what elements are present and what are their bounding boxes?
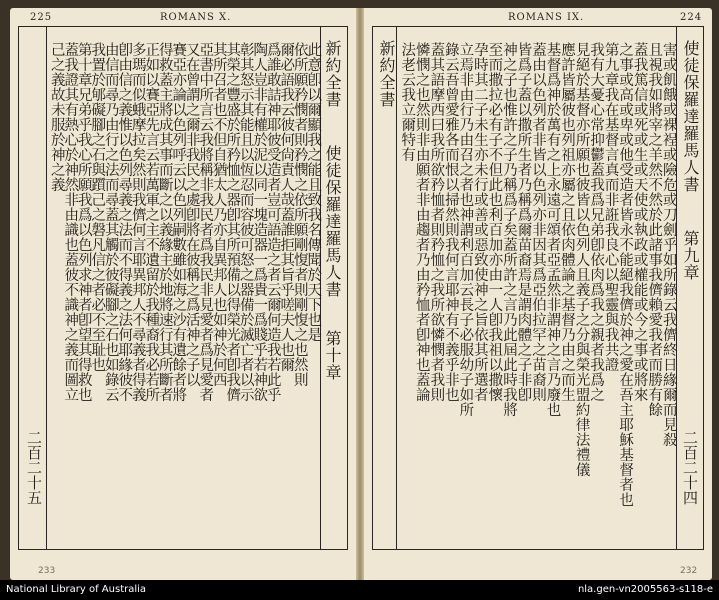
left-text-column: 其所召者也不但自猶太人乃亦自異邦人也如神於何西 [210, 42, 227, 387]
left-text-column: 陶人豈非有權於泥以同一塊造器一爲貴一爲賤乎若神欲 [251, 42, 268, 402]
left-text-column: 我置於郇礙腳之石與躓己之磐凡信之者必不至耻也 [89, 42, 106, 372]
right-text-column: 蓋其語摩西曰我所欲矜恤者則矜恤之我所欲憐憫者我則 [428, 42, 445, 402]
right-text-column: 憐憫之也然則非由願者非由趨者乃由矜恤者卽神也蓋論 [413, 42, 430, 402]
right-text-column: 皆爲子蓋以撒所生者乃稱爲爾苗裔焉是謂肉體之子非卽 [515, 42, 532, 402]
right-book-title: 新約全書 [377, 40, 396, 108]
right-text-column: 見絕於基督亦所願也彼皆以色列人且義子之分與榮光盟約律法禮儀 [573, 42, 590, 477]
left-text-column: 正如以賽亞先言云若萬軍之主不遺留於我種裔我必若所 [143, 42, 160, 402]
left-page-number: 225 [30, 12, 53, 23]
left-text-column: 賽亞亦論以色列呼云以色列嗣數雖如海之沙有遺餘者將 [170, 42, 187, 402]
left-text-column: 其榮之豐盛於所矜恤之器卽其所預備以得榮光者卽我儕 [224, 42, 241, 402]
left-text-column: 第十章兄弟乎我心所願我爲以色列求神者卽望其得救也 [75, 42, 92, 402]
left-text-column: 爾必語我云彼何尙責人哉蓋誰拒其旨乎嗟夫人也爾 [278, 42, 295, 372]
left-chapter-title: 使徒保羅達羅馬人書 [323, 145, 342, 298]
library-footer [0, 580, 719, 600]
left-running-head: ROMANS X. [160, 12, 232, 23]
left-text-column: 此意卽以爾顯我之能且致我名傳聞於天下也是 [305, 42, 322, 342]
right-chinese-page-number: 二百二十四 [681, 430, 699, 505]
left-text-column: 蓋我證其有熱心於神然非由識也蓋彼不識神之義而圖立 [62, 42, 79, 402]
right-text-column: 至而撒拉必有子不但此也利百加亦由一人卽我祖以撒懷 [486, 42, 503, 402]
right-text-column: 且視我如將宰之羊然不然於此諸事我儕賴愛我者而勝有餘 [646, 42, 663, 417]
right-chapter-label: 第九章 [681, 230, 700, 281]
right-text-column: 基督爲神於萬有之上永遠可頌者亞孟然非謂神之言乃廢也 [544, 42, 561, 417]
right-text-column: 神之子也惟許之子乃稱爲子矣蓋所許之言乃此屆此時我將 [500, 42, 517, 417]
left-text-column: 己之義故未服於神之義 [48, 42, 65, 192]
footer-record-id: nla.gen-vn2005563-s118-e [577, 584, 713, 595]
left-pencil-mark: 233 [38, 566, 56, 576]
right-text-column: 蓋由以色列者非皆以色列亦非因其爲亞伯拉罕之苗裔則 [530, 42, 546, 402]
left-text-column: 多瑪而似蛾摩拉矣然則我儕何言耶異邦人不尋義者得義 [129, 42, 146, 402]
right-text-column: 立焉非由行乃由召之者也神謂利百加云長子必服幼子如所 [457, 42, 474, 417]
left-chinese-page-number: 二百二十五 [25, 430, 43, 505]
left-text-column: 爲誰敢詰神耶彼受造者豈可語造之者云爾何造我若此乎 [264, 42, 281, 402]
right-text-column: 應許皆屬彼也列祖亦屬之且依肉體論之基督乃由之而生 [559, 42, 576, 402]
left-text-column: 又在曾謂之爾非我民之處卽將在彼稱之爲活神之子以 [183, 42, 200, 387]
right-page-number: 224 [680, 12, 703, 23]
footer-library-name: National Library of Australia [6, 584, 147, 595]
left-text-column: 彰其怒示其能且以恆忍而容彼可怒之器備於滅亡者以示 [237, 42, 254, 402]
right-chapter-title: 使徒保羅達羅馬人書 [681, 40, 700, 193]
right-pencil-mark: 232 [680, 566, 698, 576]
left-text-column: 依所願矜憫者則矜憫之依所願剛愎者則剛愎之也然則 [291, 42, 308, 387]
right-text-column: 孕時其二子未生亦未行或善或惡致使神之旨依其所選者 [471, 42, 488, 402]
left-book-title: 新約全書 [323, 40, 342, 108]
book-gutter [356, 8, 364, 580]
right-text-column: 之事或高或卑或他受造者皆永不能絕我儕於神之愛在吾主耶穌基督者也 [617, 42, 634, 507]
left-text-column: 亞書中所言云我將稱非我民者爲我民非見愛者爲見愛者 [197, 42, 214, 402]
left-text-column: 卽由信之義惟以色列尋義之法而不得義之法何耶緣彼不 [116, 42, 133, 402]
right-running-head: ROMANS IX. [508, 12, 585, 23]
right-text-column: 蓋我篤信或死或生或天使或執政或權能或今之事或將來 [631, 42, 648, 402]
left-chapter-label: 第十章 [323, 330, 342, 381]
right-text-column: 錄云吾曾愛雅各而恨以掃然則我何言耶神有不義乎非也 [442, 42, 459, 402]
left-text-column: 由信而尋乃由行之法而尋蓋其觸於彼礙腳之石也如錄云 [102, 42, 119, 402]
right-text-column: 害或飢餓或裸裎或險危或刀劍乎如所錄云我儕終日緣爾而見殺 [660, 42, 677, 447]
right-text-column: 法老云我立爾特有 [399, 42, 416, 162]
right-text-column: 我有大憂心常抑鬱蓋我爲兄弟卽依肉爲我之親者我爲之 [588, 42, 605, 402]
left-text-column: 得救蓋主將成其事而斷之以義緣主於地將速行其所斷者 [156, 42, 173, 402]
right-text-column: 第九章我在基督言真而非誑我良心以聖靈與我共證 [602, 42, 619, 372]
